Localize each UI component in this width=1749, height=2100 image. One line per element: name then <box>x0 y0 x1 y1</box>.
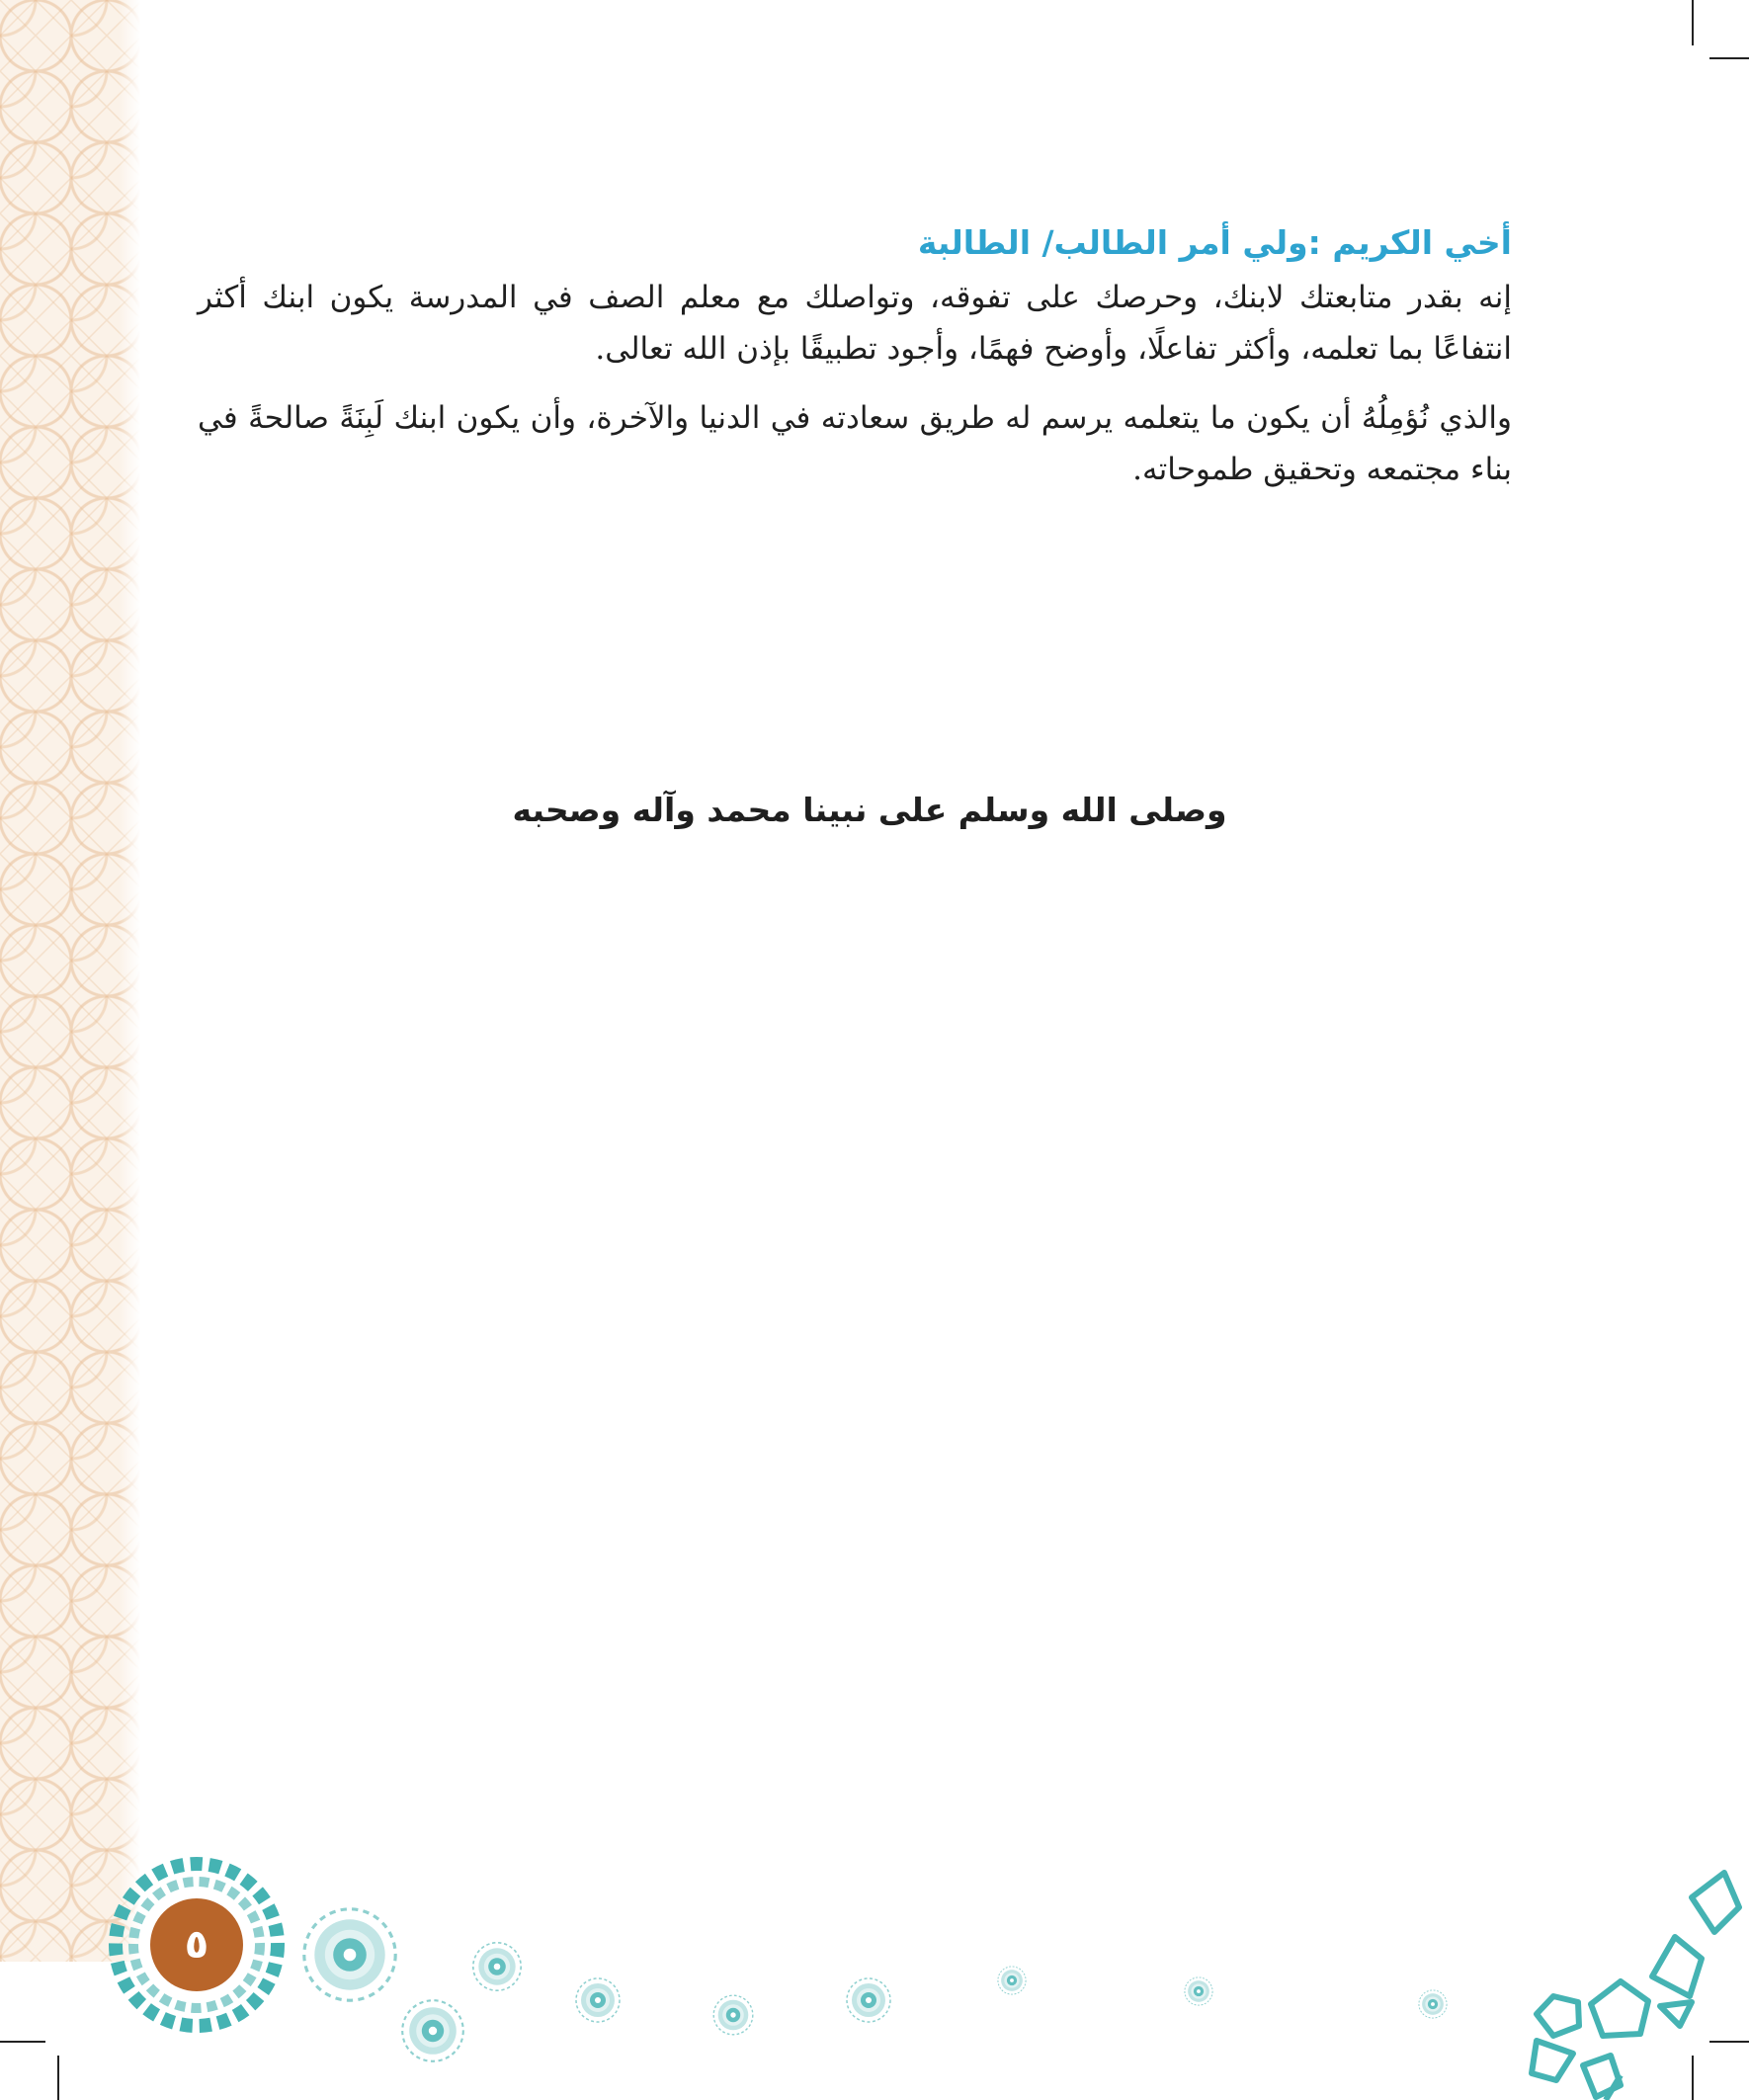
crop-mark <box>1709 57 1749 59</box>
letter-paragraph-2: والذي نُؤمِلُهُ أن يكون ما يتعلمه يرسم له طريق سعادته في الدنيا والآخرة، وأن يكون ابنك لَبِنَةً صالحةً في بناء مجتمعه وتحقيق طموحاته. <box>198 400 1512 487</box>
rosette-ornament <box>304 1909 395 2000</box>
footer-ornaments <box>0 1838 1749 2100</box>
rosette-ornament <box>1185 1977 1212 2005</box>
rosette-ornament <box>402 2000 463 2061</box>
letter-body <box>198 223 1512 513</box>
rosette-ornament <box>473 1943 521 1990</box>
letter-paragraph-1: إنه بقدر متابعتك لابنك، وحرصك على تفوقه، وتواصلك مع معلم الصف في المدرسة يكون ابنك أكثر انتفاعًا بما تعلمه، وأكثر تفاعلًا، وأوضح فهمًا، وأجود تطبيقًا بإذن الله تعالى. <box>198 280 1512 367</box>
decorative-side-border <box>0 0 140 1962</box>
closing-salutation: وصلى الله وسلم على نبينا محمد وآله وصحبه <box>512 791 1227 829</box>
crop-mark <box>1692 0 1694 45</box>
rosette-ornament <box>998 1967 1026 1994</box>
rosette-ornament <box>576 1978 620 2022</box>
rosette-ornament <box>1419 1990 1447 2018</box>
rosette-ornament <box>713 1995 753 2035</box>
page-number-badge: ٥ <box>150 1898 243 1991</box>
rosette-ornament <box>847 1978 890 2022</box>
geometric-corner-ornament <box>1532 1873 1739 2100</box>
letter-heading: أخي الكريم :ولي أمر الطالب/ الطالبة <box>917 223 1512 262</box>
